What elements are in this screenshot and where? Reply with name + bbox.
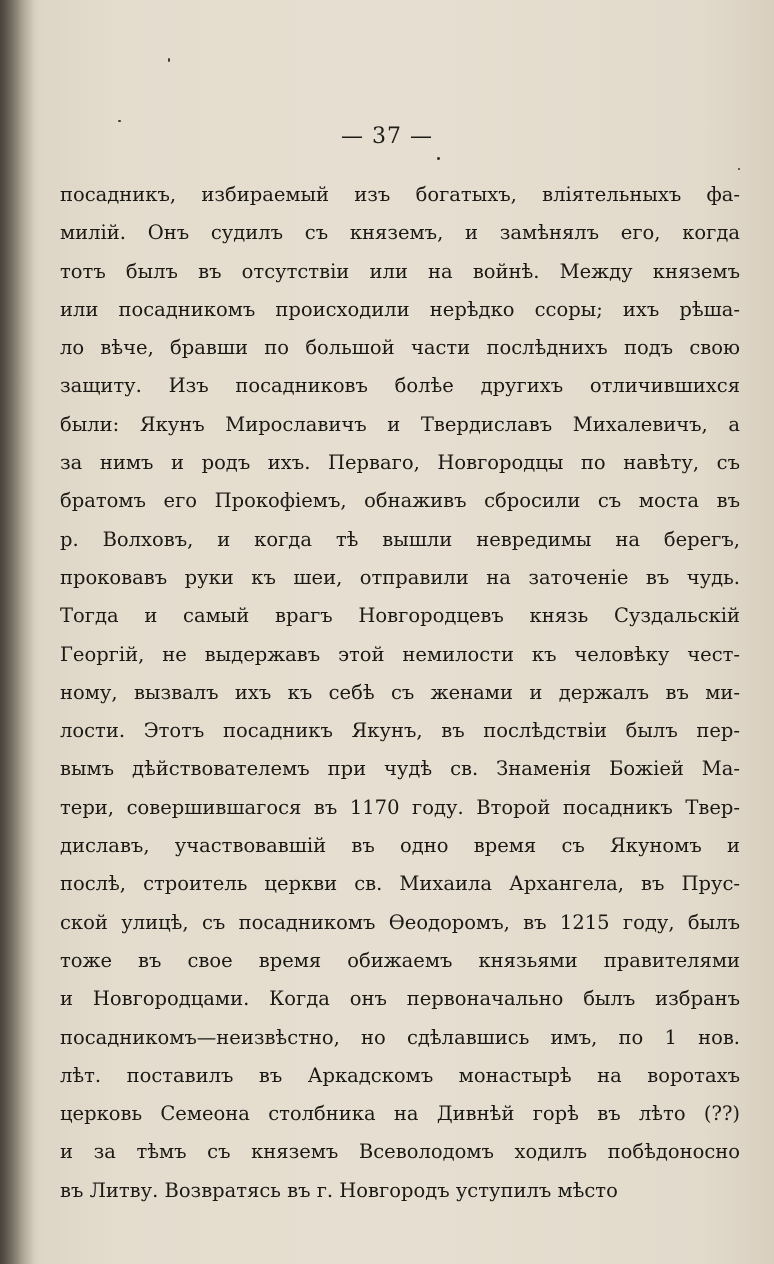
text-line: проковавъ руки къ шеи, отправили на заточеніе въ чудь. [60, 565, 740, 589]
binding-gutter-shadow [0, 0, 34, 1264]
text-line: тотъ былъ въ отсутствіи или на войнѣ. Между княземъ [60, 259, 740, 283]
text-line: въ Литву. Возвратясь въ г. Новгородъ уступилъ мѣсто [60, 1178, 618, 1202]
text-line: и за тѣмъ съ княземъ Всеволодомъ ходилъ побѣдоносно [60, 1140, 740, 1164]
text-line: милій. Онъ судилъ съ княземъ, и замѣнялъ его, когда [60, 221, 740, 245]
text-line: за нимъ и родъ ихъ. Перваго, Новгородцы по навѣту, съ [60, 451, 740, 475]
text-line: вымъ дѣйствователемъ при чудѣ св. Знаменія Божіей Ма- [60, 757, 740, 781]
text-line: тоже въ свое время обижаемъ князьями правителями [60, 948, 740, 972]
text-line: защиту. Изъ посадниковъ болѣе другихъ отличившихся [60, 374, 740, 398]
text-line: лости. Этотъ посадникъ Якунъ, въ послѣдствіи былъ пер- [60, 719, 740, 743]
text-line: р. Волховъ, и когда тѣ вышли невредимы на берегъ, [60, 527, 740, 551]
paper-speck [168, 58, 170, 62]
text-line: церковь Семеона столбника на Дивнѣй горѣ въ лѣто (??) [60, 1102, 740, 1126]
text-line: и Новгородцами. Когда онъ первоначально былъ избранъ [60, 987, 740, 1011]
text-line: лѣт. поставилъ въ Аркадскомъ монастырѣ на воротахъ [60, 1063, 740, 1087]
text-line: Георгій, не выдержавъ этой немилости къ человѣку чест- [60, 642, 740, 666]
page-text [60, 176, 740, 1210]
text-line: братомъ его Прокофіемъ, обнаживъ сбросили съ моста въ [60, 489, 740, 513]
text-line: послѣ, строитель церкви св. Михаила Архангела, въ Прус- [60, 872, 740, 896]
paper-speck [738, 168, 740, 170]
text-line: диславъ, участвовавшій въ одно время съ Якуномъ и [60, 834, 740, 858]
text-line: или посадникомъ происходили нерѣдко ссоры; ихъ рѣша- [60, 297, 740, 321]
page-number: — 37 — [341, 124, 433, 149]
text-line: посадникомъ—неизвѣстно, но сдѣлавшись имъ, по 1 нов. [60, 1025, 740, 1049]
paper-speck [437, 157, 440, 160]
text-line: были: Якунъ Мирославичъ и Твердиславъ Михалевичъ, а [60, 412, 740, 436]
text-line: ло вѣче, бравши по большой части послѣднихъ подъ свою [60, 336, 740, 360]
paper-speck [118, 120, 121, 122]
text-line: тери, совершившагося въ 1170 году. Второй посадникъ Твер- [60, 795, 740, 819]
text-line: Тогда и самый врагъ Новгородцевъ князь Суздальскій [60, 604, 740, 628]
text-line: посадникъ, избираемый изъ богатыхъ, вліятельныхъ фа- [60, 183, 740, 206]
text-line: ному, вызвалъ ихъ къ себѣ съ женами и держалъ въ ми- [60, 680, 740, 704]
text-line: ской улицѣ, съ посадникомъ Ѳеодоромъ, въ 1215 году, былъ [60, 910, 740, 934]
